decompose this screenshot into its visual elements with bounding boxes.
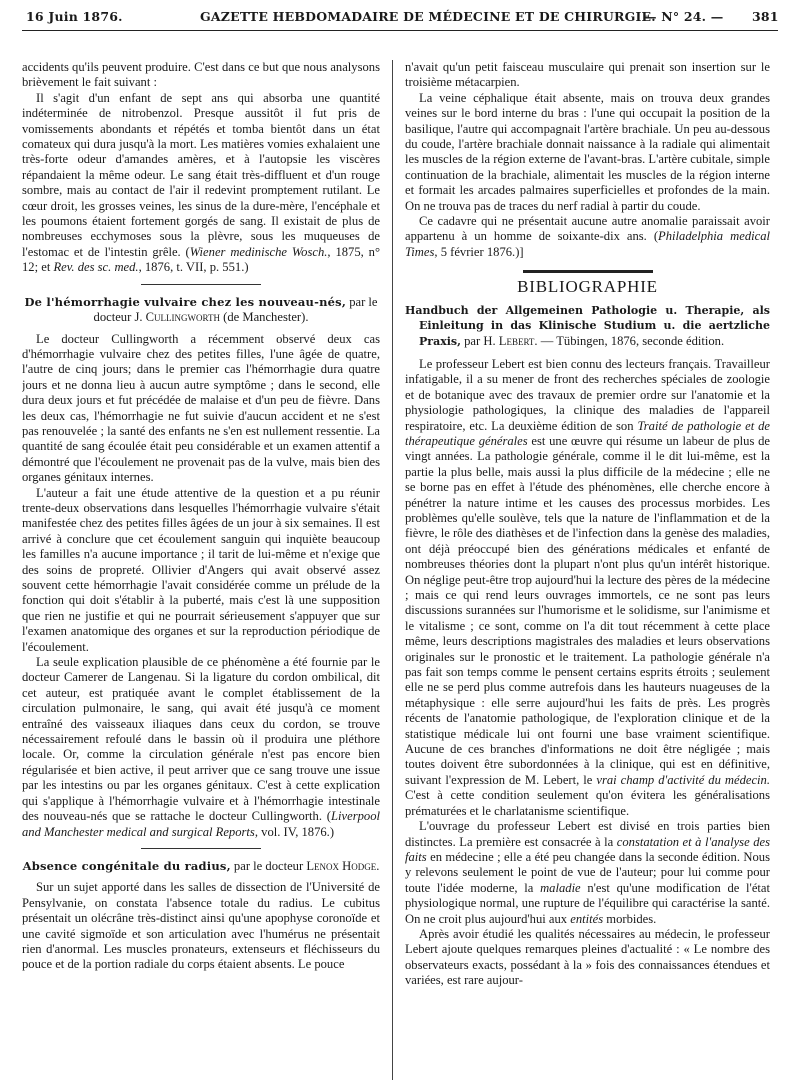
header-date: 16 Juin 1876. (26, 9, 123, 24)
paragraph: accidents qu'ils peuvent produire. C'est dans ce but que nous analysons brièvement le fait suivant : (22, 60, 380, 90)
article-title: De l'hémorrhagie vulvaire chez les nouveau-nés, par le docteur J. Cullingworth (de Manchester). (24, 294, 378, 325)
section-separator (141, 848, 261, 849)
header-rule (22, 30, 778, 31)
citation: Philadelphia medical Times (405, 229, 770, 259)
right-column (405, 60, 770, 1080)
citation: Liverpool and Manchester medical and surgical Reports (22, 809, 380, 839)
paragraph: Il s'agit d'un enfant de sept ans qui absorba une quantité indéterminée de nitrobenzol. Presque aussitôt il fut pris de vomissements abondants et répétés et tomba bientôt dans un état comateux qui dura jusqu'à la mort. Les matières vomies exhalaient une très-forte odeur d'amandes amères, et à l'autopsie les viscères répandaient la même odeur. Le sang était très-diffluent et d'un rouge sombre, mais au contact de l'air il redevint promptement rutilant. Le cœur droit, les grosses veines, les sinus de la dure-mère, l'encéphale et les poumons étaient fortement gorgés de sang. Il existait de plus de nombreuses ecchymoses sous la plèvre, sous les muqueuses de l'estomac et de l'intestin grêle. (Wiener medinische Wosch., 1875, n° 12; et Rev. des sc. med., 1876, t. VII, p. 551.) (22, 90, 380, 275)
book-reference: Handbuch der Allgemeinen Pathologie u. Therapie, als Einleitung in das Klinische Studium u. die aertzliche Praxis, par H. Lebert. — Tübingen, 1876, seconde édition. (405, 303, 770, 348)
header-issue-number: — N° 24. — (644, 9, 724, 24)
section-heading: BIBLIOGRAPHIE (517, 277, 658, 297)
header-page-number: 381 (752, 9, 779, 24)
paragraph: Le professeur Lebert est bien connu des lecteurs français. Travailleur infatigable, il a su mener de front des recherches spéciales de zoologie et de botanique avec des travaux de premier ordre sur l'anatomie et la physiologie pathologiques, la clinique des maladies de l'appareil respiratoire, etc. La deuxième édition de son Traité de pathologie et de thérapeutique générales est une œuvre qui résume un labeur de plus de vingt années. La pathologie générale, comme il le dit lui-même, est la partie la plus belle, mais aussi la plus difficile de la médecine ; elle ne se borne pas en effet à l'étude des phénomènes, elle cherche encore à pénétrer la nature intime et les causes des processus morbides. Les problèmes qu'elle soulève, tels que la nature de l'inflammation et de la fièvre, le rôle des diathèses et de l'infection dans la genèse des maladies, ont déjà préoccupé bien des générations médicales et enfanté de nombreuses théories dont la plupart n'ont plus qu'un intérêt historique. On néglige peut-être trop aujourd'hui la lecture des pères de la médecine ; mais ce qui rend leurs ouvrages immortels, ce ne sont pas leurs discussions surannées sur l'humorisme et le solidisme, sur l'animisme et le vitalisme ; ce sont, comme on l'a dit tout récemment à cette place même, leurs descriptions magistrales des maladies et leurs observations originales sur le pronostic et le traitement. La pathologie générale n'a pas fait son temps comme le pensent certains esprits étroits ; seulement elle ne se perd plus comme autrefois dans les hauteurs nuageuses de la métaphysique : elle serre aujourd'hui les faits de près. Les progrès récents de l'anatomie pathologique, de l'exploration clinique et de la statistique médicale lui ont fourni une base vraiment scientifique. Aucune de ces branches d'informations ne doit être négligée ; mais toutes doivent être subordonnées à la clinique, qui est en définitive, suivant l'expression de M. Lebert, le vrai champ d'activité du médecin. C'est à cette condition seulement qu'on évitera les généralisations prématurées et le charlatanisme scientifique. (405, 356, 770, 818)
running-header (22, 6, 778, 36)
citation: Wiener medinische Wosch. (189, 244, 328, 259)
section-separator (141, 284, 261, 285)
citation: Rev. des sc. med. (53, 260, 139, 275)
section-separator (523, 270, 653, 273)
left-column (22, 60, 380, 1080)
paragraph: Sur un sujet apporté dans les salles de dissection de l'Université de Pensylvanie, on constata l'absence totale du radius. Le cubitus présentait un olécrâne très-distinct ainsi qu'une apophyse coronoïde et une cavité sigmoïde et son articulation avec l'humérus ne présentait rien d'anormal. Les muscles pronateurs, extenseurs et fléchisseurs du pouce et de la portion radiale du corps étaient absents. Le pouce (22, 880, 380, 972)
paragraph: Ce cadavre qui ne présentait aucune autre anomalie paraissait avoir appartenu à un homme de soixante-dix ans. (Philadelphia medical Times, 5 février 1876.)] (405, 214, 770, 259)
paragraph: Le docteur Cullingworth a récemment observé deux cas d'hémorrhagie vulvaire chez des petites filles, l'une âgée de quatre, l'autre de cinq jours; dans le premier cas l'hémorrhagie dura quatre jours et ne donna lieu à aucun autre symptôme ; dans le second, elle dura deux jours et fut précédée de malaise et d'un peu de fièvre. Dans les deux cas, l'hémorrhagie ne fut suivie d'aucun accident et ne s'est pas renouvelée ; la santé des enfants ne s'en est nullement ressentie. La quantité de sang écoulée était peu considérable et un examen attentif a démontré que l'écoulement ne provenait pas de la vulve, mais bien des organes génitaux internes. (22, 331, 380, 485)
column-divider (392, 60, 393, 1080)
header-journal-title: GAZETTE HEBDOMADAIRE DE MÉDECINE ET DE CHIRURGIE. (200, 9, 656, 24)
paragraph: Après avoir étudié les qualités nécessaires au médecin, le professeur Lebert ajoute quelques remarques pleines d'actualité : « Le nombre des observateurs exacts, possédant à la » fois des connaissances étendues et variées, est rare aujour- (405, 926, 770, 988)
article-title: Absence congénitale du radius, par le docteur Lenox Hodge. (22, 858, 380, 873)
paragraph: L'auteur a fait une étude attentive de la question et a pu réunir trente-deux observations dans lesquelles l'hémorrhagie vulvaire s'était manifestée chez des petites filles âgées de un jour à six semaines. Il est arrivé à conclure que cet écoulement sanguin qui inquiète beaucoup les familles n'a aucune importance ; il tarit de lui-même et n'exige que des soins de propreté. Ollivier d'Angers qui avait observé assez souvent cette hémorrhagie l'avait considérée comme un prélude de la fonction qui doit s'établir à la puberté, mais c'est là une supposition que rien ne justifie et qui ne pourrait sérieusement s'appuyer que sur l'examen anatomique des organes et sur la reproduction périodique de l'écoulement. (22, 485, 380, 654)
paragraph: L'ouvrage du professeur Lebert est divisé en trois parties bien distinctes. La première est consacrée à la constatation et à l'analyse des faits en médecine ; elle a été peu changée dans la seconde édition. Nous y relevons seulement le point de vue de l'auteur; pour lui comme pour toute l'idée moderne, la maladie n'est qu'une modification de l'état physiologique normal, une rupture de l'équilibre qui caractérise la santé. On ne croit plus aujourd'hui aux entités morbides. (405, 819, 770, 926)
paragraph: n'avait qu'un petit faisceau musculaire qui prenait son insertion sur le troisième métacarpien. (405, 60, 770, 90)
paragraph: La seule explication plausible de ce phénomène a été fournie par le docteur Camerer de Langenau. Si la ligature du cordon ombilical, dit cet auteur, est pratiquée avant le complet établissement de la circulation pulmonaire, le sang, qui avait été jusqu'à ce moment entraîné des vaisseaux iliaques dans ceux du cordon, se trouve nécessairement refoulé dans le bassin où il produira une pléthore locale. Or, comme la circulation générale n'est pas encore bien régularisée et bien active, il peut arriver que ce sang trouve une issue par les intestins ou par les organes génitaux. C'est à cette explication qui s'applique à l'hémorrhagie vulvaire et à l'hémorrhagie intestinale des nouveau-nés que se rattache le docteur Cullingworth. (Liverpool and Manchester medical and surgical Reports, vol. IV, 1876.) (22, 655, 380, 839)
paragraph: La veine céphalique était absente, mais on trouva deux grandes veines sur le bord interne du bras : l'une qui occupait la position de la basilique, l'autre qui accompagnait l'artère brachiale. Un peu au-dessous du coude, l'artère brachiale donnait naissance à la radiale qui alimentait les muscles de la région externe de l'avant-bras. L'artère cubitale, simple continuation de la brachiale, alimentait les muscles de la région interne et formait les arcades palmaires superficielles et profondes de la main. On ne trouva pas de traces du nerf radial à partir du coude. (405, 90, 770, 213)
